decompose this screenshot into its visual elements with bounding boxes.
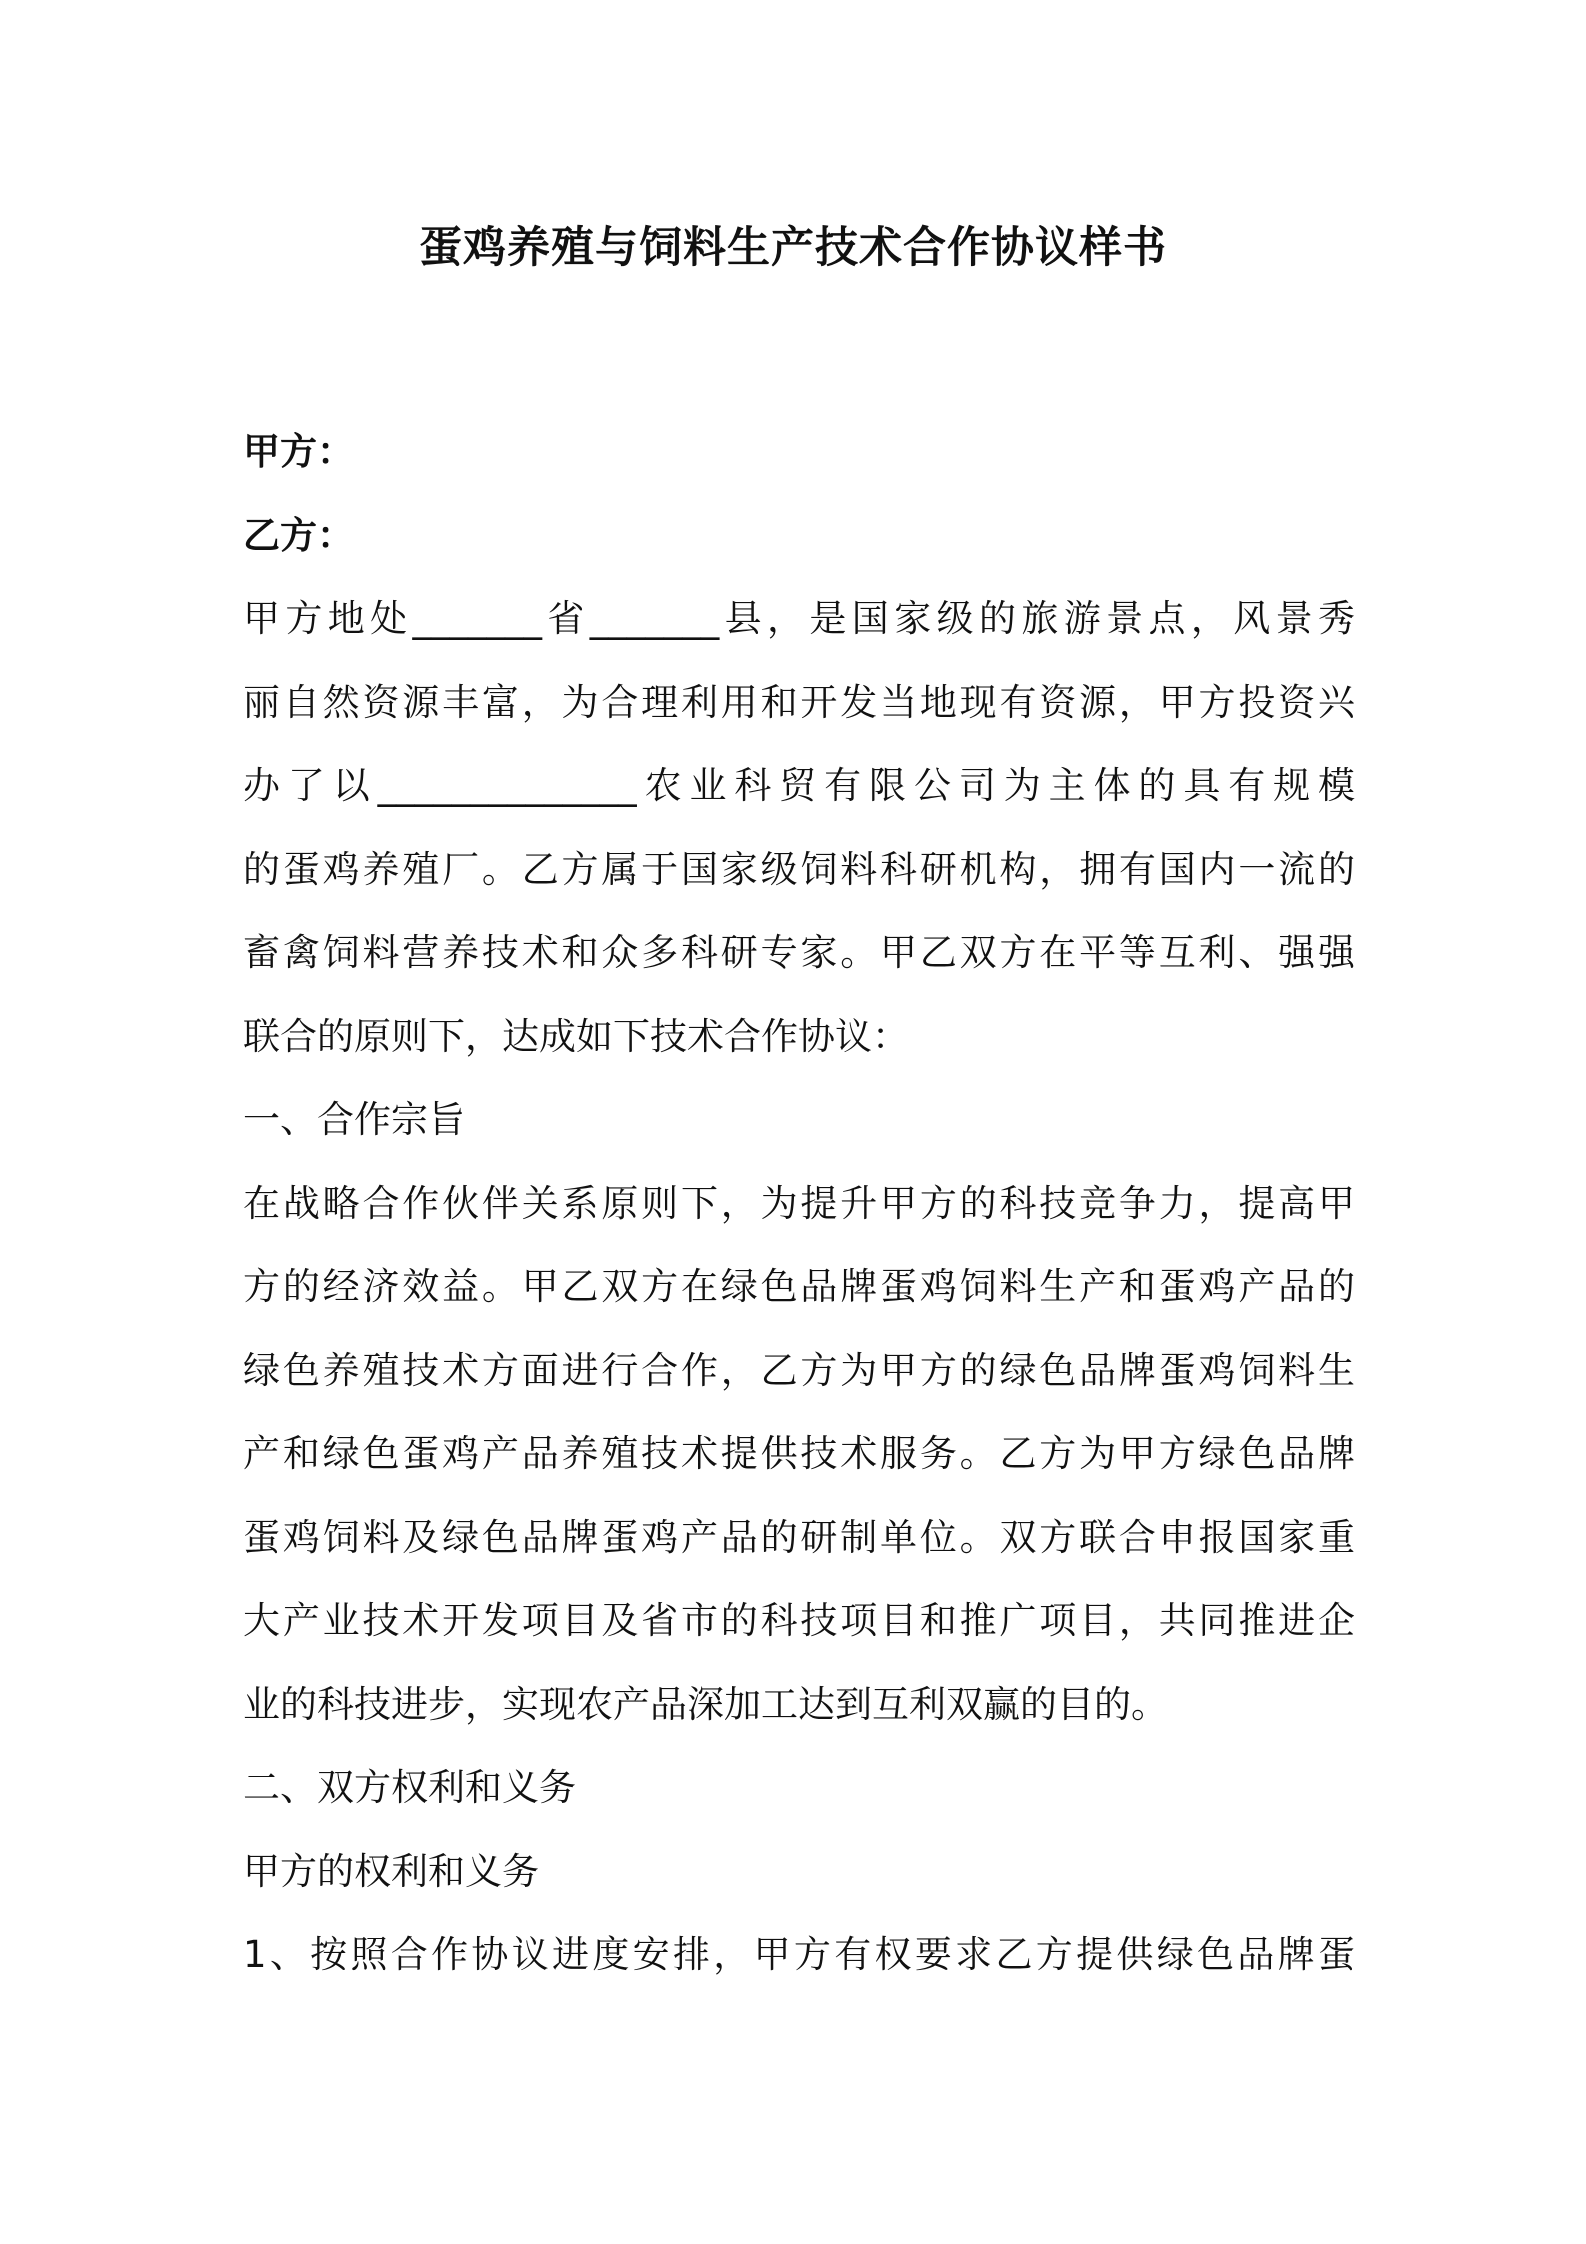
section-1-line: 大产业技术开发项目及省市的科技项目和推广项目，共同推进企 [243,1599,1355,1642]
intro-line: 畜禽饲料营养技术和众多科研专家。甲乙双方在平等互利、强强 [243,931,1355,974]
section-2-sub-heading: 甲方的权利和义务 [243,1849,539,1893]
section-1-line: 业的科技进步，实现农产品深加工达到互利双赢的目的。 [243,1682,1168,1726]
section-1-line: 在战略合作伙伴关系原则下，为提升甲方的科技竞争力，提高甲 [243,1181,1355,1225]
section-1-line: 方的经济效益。甲乙双方在绿色品牌蛋鸡饲料生产和蛋鸡产品的 [243,1265,1355,1308]
document-body [243,410,1355,1997]
party-a-label: 甲方： [243,430,354,473]
intro-line: 办了以______________农业科贸有限公司为主体的具有规模 [243,764,1355,807]
section-1-line: 绿色养殖技术方面进行合作，乙方为甲方的绿色品牌蛋鸡饲料生 [243,1348,1355,1392]
intro-line: 的蛋鸡养殖厂。乙方属于国家级饲料科研机构，拥有国内一流的 [243,847,1355,891]
document-title: 蛋鸡养殖与饲料生产技术合作协议样书 [419,223,1167,273]
section-1-line: 产和绿色蛋鸡产品养殖技术提供技术服务。乙方为甲方绿色品牌 [243,1432,1355,1475]
intro-line: 联合的原则下，达成如下技术合作协议： [243,1014,909,1058]
intro-line: 丽自然资源丰富，为合理利用和开发当地现有资源，甲方投资兴 [243,680,1355,724]
intro-line: 甲方地处_______省_______县，是国家级的旅游景点，风景秀 [243,597,1355,640]
section-1-heading: 一、合作宗旨 [243,1098,465,1141]
party-b-label: 乙方： [243,513,354,557]
section-2-heading: 二、双方权利和义务 [243,1766,576,1809]
section-1-line: 蛋鸡饲料及绿色品牌蛋鸡产品的研制单位。双方联合申报国家重 [243,1515,1355,1559]
item-1-line: 1、按照合作协议进度安排，甲方有权要求乙方提供绿色品牌蛋 [243,1933,1355,1976]
